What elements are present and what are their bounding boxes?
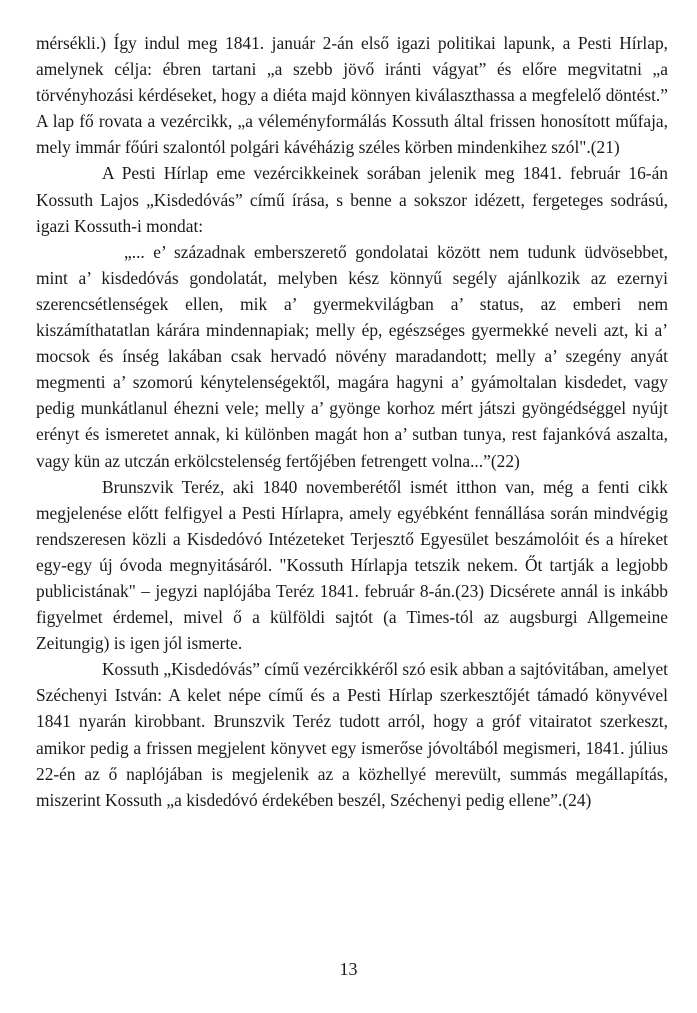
paragraph-kisdedovas-intro: A Pesti Hírlap eme vezércikkeinek sorában jelenik meg 1841. február 16-án Kossuth Lajos „Kisdedóvás” című írása, s benne a sokszor idézett, fergeteges sodrású, igazi Kossuth-i mondat: (36, 163, 668, 236)
paragraph-szechenyi: Kossuth „Kisdedóvás” című vezércikkéről szó esik abban a sajtóvitában, amelyet Széchenyi István: A kelet népe című és a Pesti Hírlap szerkesztőjét támadó könyvével 1841 nyarán kirobbant. Brunszvik Teréz tudott arról, hogy a gróf vitairatot szerkeszt, amikor pedig a frissen megjelent könyvet egy ismerőse jóvoltából megismeri, 1841. július 22-én az ő naplójában is megjelenik az a közhellyé merevült, summás megállapítás, miszerint Kossuth „a kisdedóvó érdekében beszél, Széchenyi pedig ellene”.(24) (36, 659, 668, 810)
document-page (36, 30, 668, 813)
paragraph-brunszvik: Brunszvik Teréz, aki 1840 novemberétől ismét itthon van, még a fenti cikk megjelenése előtt felfigyel a Pesti Hírlapra, amely egyébként fennállása során mindvégig rendszeresen közli a Kisdedóvó Intézeteket Terjesztő Egyesület beszámolóit és a híreket egy-egy új óvoda megnyitásáról. "Kossuth Hírlapja tetszik nekem. Őt tartják a legjobb publicistának" – jegyzi naplójába Teréz 1841. február 8-án.(23) Dicsérete annál is inkább figyelmet érdemel, mivel ő a külföldi sajtót (a Times-tól az augsburgi Allgemeine Zeitungig) is igen jól ismerte. (36, 476, 668, 654)
paragraph-continuation: mérsékli.) Így indul meg 1841. január 2-án első igazi politikai lapunk, a Pesti Hírlap, amelynek célja: ébren tartani „a szebb jövő iránti vágyat” és előre megvitatni „a törvényhozási kérdéseket, hogy a diéta majd könnyen kiválaszthassa a megfelelő döntést.” A lap fő rovata a vezércikk, „a véleményformálás Kossuth által frissen honosított műfaja, mely immár főúri szalontól polgári kávéházig széles körben mindenkihez szól".(21) (36, 33, 668, 158)
page-number: 13 (339, 959, 358, 979)
kossuth-quote: „... e’ századnak emberszerető gondolatai között nem tudunk üdvösebbet, mint a’ kisdedóvás gondolatát, melyben kész könnyű segély ajánlkozik az ezernyi szerencsétlenségek ellen, mik a’ gyermekvilágban a’ status, az emberi nem kiszámíthatatlan kárára mindennapiak; melly ép, egészséges gyermekké neveli azt, ki a’ mocsok és ínség lakában csak hervadó növény maradandott; melly a’ szegény anyát megmenti a’ szomorú kénytelenségektől, magára hagyni a’ gyámoltalan kisdedet, vagy pedig munkátlanul éhezni vele; melly a’ gyönge korhoz mért játszi gyöngédséggel nyújt erényt és ismeretet annak, ki különben magát hon a’ sutban tunya, rest fajankóvá aszalta, vagy kün az utczán erkölcstelenség fertőjében fetrengett volna...”(22) (36, 241, 668, 471)
